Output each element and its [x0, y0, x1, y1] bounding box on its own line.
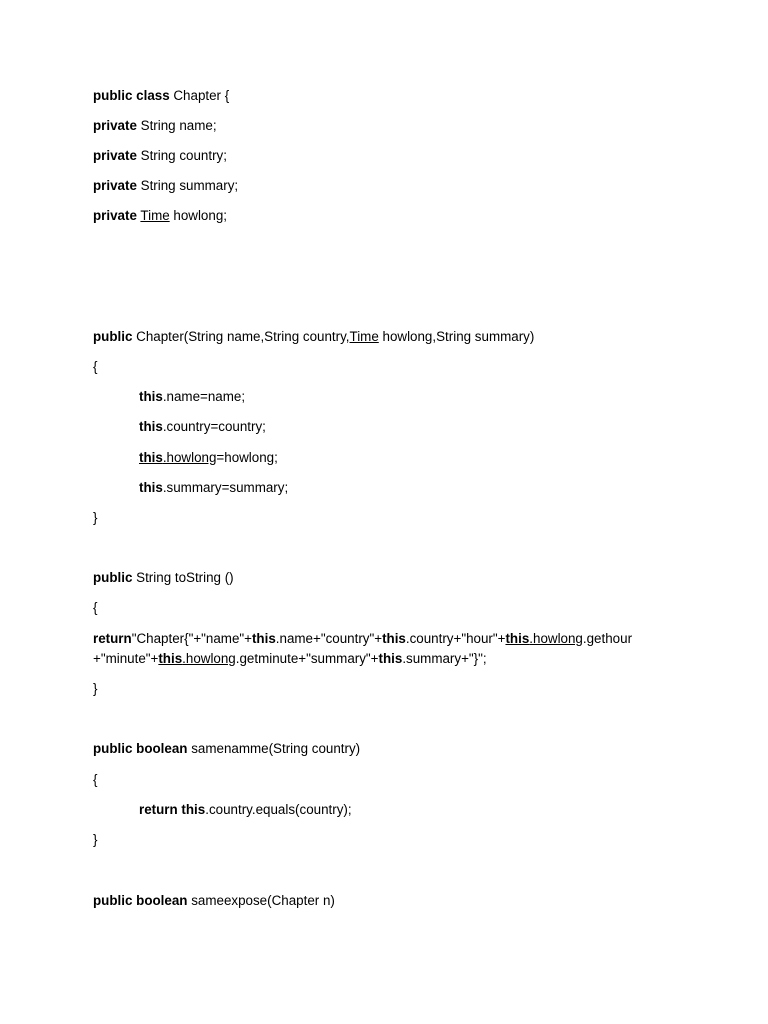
code-text: String toString () — [132, 570, 234, 585]
code-text: sameexpose(Chapter n) — [187, 893, 335, 908]
code-text: .getminute+"summary"+ — [235, 651, 379, 666]
code-text: String summary; — [136, 178, 239, 193]
code-keyword: this — [139, 450, 163, 465]
code-keyword: public boolean — [93, 893, 188, 908]
code-keyword: return this — [139, 802, 206, 817]
code-text: .country+"hour"+ — [405, 631, 506, 646]
code-text: .summary+"}"; — [402, 651, 487, 666]
code-text: Time — [140, 208, 170, 223]
code-text: { — [93, 600, 98, 615]
code-line — [93, 598, 97, 618]
code-text: .country.equals(country); — [205, 802, 352, 817]
code-keyword: private — [93, 118, 137, 133]
code-text: } — [93, 510, 98, 525]
code-text: } — [93, 681, 98, 696]
code-line — [139, 417, 266, 437]
code-text: .summary=summary; — [162, 480, 289, 495]
code-keyword: this — [382, 631, 406, 646]
code-text: =howlong; — [216, 450, 278, 465]
code-line — [93, 508, 97, 528]
code-keyword: this — [158, 651, 183, 666]
code-text: howlong; — [169, 208, 227, 223]
code-text: Chapter(String name,String country, — [132, 329, 350, 344]
code-line — [93, 176, 238, 196]
code-keyword: public class — [93, 88, 170, 103]
code-text: howlong,String summary) — [378, 329, 535, 344]
code-text: String country; — [136, 148, 227, 163]
code-text: "Chapter{"+"name"+ — [131, 631, 252, 646]
code-text: .howlong — [162, 450, 217, 465]
code-keyword: this — [505, 631, 530, 646]
code-line — [139, 478, 288, 498]
code-text: .name+"country"+ — [275, 631, 383, 646]
code-keyword: this — [378, 651, 403, 666]
code-line — [139, 448, 278, 468]
code-text: { — [93, 772, 98, 787]
code-text: .gethour — [582, 631, 633, 646]
code-keyword: public boolean — [93, 741, 188, 756]
code-text: +"minute"+ — [93, 651, 159, 666]
code-line — [93, 568, 234, 588]
code-text: } — [93, 832, 98, 847]
code-text: String name; — [136, 118, 217, 133]
code-line — [93, 649, 487, 669]
code-line — [93, 629, 632, 649]
code-text: { — [93, 359, 98, 374]
code-line — [93, 830, 97, 850]
code-line — [93, 357, 97, 377]
code-line — [93, 327, 534, 347]
code-keyword: private — [93, 148, 137, 163]
code-text: .howlong — [529, 631, 583, 646]
code-text: .howlong — [182, 651, 236, 666]
code-keyword: private — [93, 178, 137, 193]
code-line — [93, 739, 360, 759]
code-text: Chapter { — [169, 88, 230, 103]
code-text: .name=name; — [162, 389, 246, 404]
code-line — [93, 770, 97, 790]
code-line — [93, 116, 217, 136]
code-text: samenamme(String country) — [187, 741, 361, 756]
code-line — [93, 891, 335, 911]
code-keyword: this — [139, 480, 163, 495]
code-line — [93, 86, 229, 106]
code-keyword: private — [93, 208, 137, 223]
code-line — [93, 146, 227, 166]
code-keyword: this — [251, 631, 276, 646]
code-keyword: this — [139, 419, 163, 434]
code-keyword: public — [93, 329, 133, 344]
code-line — [93, 206, 227, 226]
code-text: Time — [349, 329, 379, 344]
code-text: .country=country; — [162, 419, 266, 434]
code-line — [139, 387, 245, 407]
code-keyword: public — [93, 570, 133, 585]
code-keyword: return — [93, 631, 132, 646]
code-keyword: this — [139, 389, 163, 404]
code-line — [139, 800, 352, 820]
code-line — [93, 679, 97, 699]
